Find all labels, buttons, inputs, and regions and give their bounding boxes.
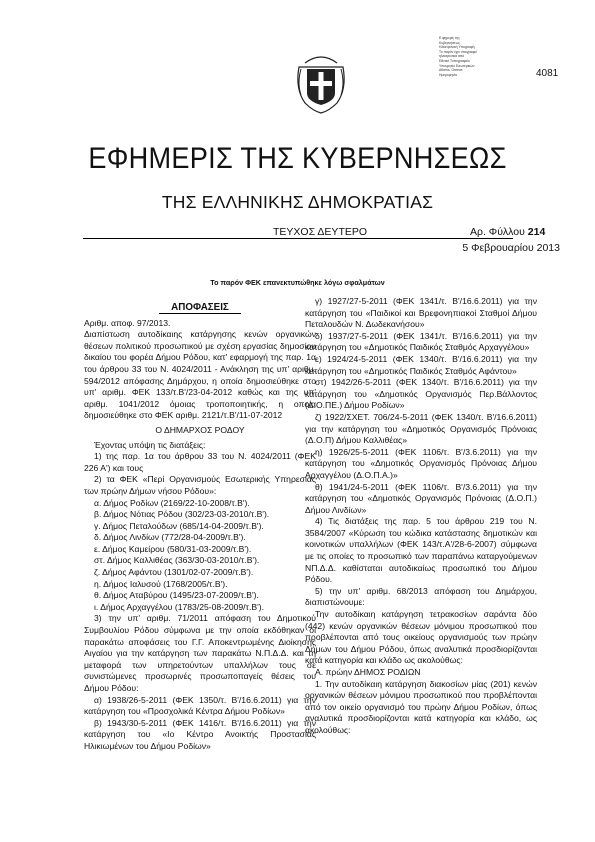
stamp-line: ηλεκτρονικά από [439,54,465,59]
digital-signature-stamp [439,36,497,77]
stamp-line: Ηλεκτρονική Υπογραφή [439,45,475,50]
paragraph: Την αυτοδίκαιη κατάργηση τετρακοσίων σαράντα δύο (442) κενών οργανικών θέσεων μόνιμου προσωπικού που προβλέπονται από τους οικείους οργανισμούς των πρώην Δήμων του Δήμου Ρόδου, όπως αναλυτικά προσδιορίζονται κατά κατηγορία και κλάδο ως ακολούθως: [305,609,537,666]
stamp-line: Ε.φημερίς της [439,36,460,40]
paragraph: 1) της παρ. 1α του άρθρου 33 του Ν. 4024/2011 (ΦΕΚ 226 Α') και τους [84,451,316,473]
list-item: θ. Δήμος Αταβύρου (1495/23-07-2009/τ.Β'). [94,590,259,601]
sheet-label: Αρ. Φύλλου [470,226,525,238]
subsection-heading: Α. πρώην ΔΗΜΟΣ ΡΟΔΙΩΝ [315,667,421,677]
section-heading: ΑΠΟΦΑΣΕΙΣ [84,302,316,314]
header-rule [83,238,513,239]
decision-title: Διαπίστωση αυτοδίκαιης κατάργησης κενών οργανικών θέσεων πολιτικού προσωπικού με σχέση εργασίας δημοσίου δικαίου του φορέα Δήμου Ρόδου, κατ' εφαρμογή της παρ. 1α του άρθρου 33 του Ν. 4024/2011 - Ανάκληση της υπ' αριθμ. 594/2012 απόφασης Δημάρχου, η οποία δημοσιεύθηκε στο υπ' αριθμ. ΦΕΚ 133/τ.Β'/23-04-2012 καθώς και της υπ' αριθμ. 1041/2012 όμοιας τροποποιητικής, η οποία δημοσιεύθηκε στο ΦΕΚ αριθμ. 2121/τ.Β'/11-07-2012 [84,329,316,421]
stamp-line: Κυβερνήσεως [439,40,460,45]
right-column [305,296,537,737]
reissue-note: Το παρόν ΦΕΚ επανεκτυπώθηκε λόγω σφαλμάτων [210,278,385,287]
paragraph: στ) 1942/26-5-2011 (ΦΕΚ 1340/τ. Β'/16.6.2011) για την κατάργηση του «Δημοτικός Οργανισμός Περ.Βάλλοντος (Δ.Ο.ΠΕ.) Δήμου Ροδίων» [305,377,537,411]
paragraph: 4) Τις διατάξεις της παρ. 5 του άρθρου 219 του Ν. 3584/2007 «Κύρωση του κώδικα κατάστασης δημοτικών και κοινοτικών υπαλλήλων (ΦΕΚ 143/τ.Α'/28-6-2007) σύμφωνα με τις οποίες το προσωπικό των παραπάνω καταργούμενων ΝΠ.Δ.Δ. καθίσταται αυτοδικαίως προσωπικό του Δήμου Ρόδου. [305,516,537,585]
list-item: α. Δήμος Ροδίων (2169/22-10-2008/τ.Β'). [94,497,250,508]
paragraph: δ) 1937/27-5-2011 (ΦΕΚ 1341/τ. Β'/16.6.2011) για την κατάργηση του «Δημοτικός Παιδικός Σταθμός Αρχαγγέλου» [305,330,537,353]
list-item: β. Δήμος Νότιας Ρόδου (302/23-03-2010/τ.Β'). [94,509,270,520]
gazette-title: ΕΦΗΜΕΡΙΣ ΤΗΣ ΚΥΒΕΡΝΗΣΕΩΣ [88,142,507,175]
stamp-line: Υπουργείο Εσωτερικών [439,63,475,68]
paragraph: 3) την υπ' αριθμ. 71/2011 απόφαση του Δημοτικού Συμβουλίου Ρόδου σύμφωνα με την οποία εκδόθηκαν οι παρακάτω αποφάσεις του Γ.Γ. Αποκεντρωμένης Διοίκησης Αιγαίου για την κατάργηση των παρακάτω Ν.Π.Δ.Δ. και τη μεταφορά των υπηρετούντων υπαλλήλων τους σε συνιστώμενες προσωρινές προσωποπαγείς θέσεις του Δήμου Ρόδου: [84,613,316,693]
paragraph: 1. Την αυτοδίκαιη κατάργηση διακοσίων μίας (201) κενών οργανικών θέσεων μόνιμου προσωπικού που προβλέπονται από τον οικείο οργανισμό του πρώην Δήμου Ροδίων, όπως αναλυτικά προσδιορίζονται κατά κατηγορία και κλάδο, ως ακολούθως: [305,678,537,735]
gazette-subtitle: ΤΗΣ ΕΛΛΗΝΙΚΗΣ ΔΗΜΟΚΡΑΤΙΑΣ [161,192,434,212]
stamp-line: Ημερομηνία [439,72,457,77]
stamp-line: Το παρόν έχει υπογραφεί [439,49,477,54]
list-item: ζ. Δήμος Αφάντου (1301/02-07-2009/τ.Β'). [94,567,254,578]
page-number: 4081 [536,68,559,79]
paragraph: θ) 1941/24-5-2011 (ΦΕΚ 1106/τ. Β'/3.6.2011) για την κατάργηση του «Δημοτικός Οργανισμός Πρόνοιας (Δ.Ο.Π.) Δήμου Λινδίων» [305,481,537,515]
paragraph: β) 1943/30-5-2011 (ΦΕΚ 1416/τ. Β'/16.6.2011) για την κατάργηση του «Ιο Κέντρο Ανοικτής Προστασίας Ηλικιωμένων του Δήμου Ροδίων» [84,717,316,751]
list-item: ε. Δήμος Καμείρου (580/31-03-2009/τ.Β'). [94,543,252,554]
list-item: ι. Δήμος Αρχαγγέλου (1783/25-08-2009/τ.Β'). [94,601,264,612]
paragraph: 5) την υπ' αριθμ. 68/2013 απόφαση του Δημάρχου, διαπιστώνουμε: [305,585,537,608]
issue-date: 5 Φεβρουαρίου 2013 [462,242,560,254]
stamp-line: Εθνικό Τυπογραφείο [439,58,470,63]
list-item: στ. Δήμος Καλλιθέας (363/30-03-2010/τ.Β'). [94,555,260,566]
issue-label: ΤΕΥΧΟΣ ΔΕΥΤΕΡΟ [273,226,368,238]
paragraph: ε) 1924/24-5-2011 (ΦΕΚ 1340/τ. Β'/16.6.2011) για την κατάργηση του «Δημοτικός Παιδικός Σταθμός Αφάντου» [305,353,537,376]
paragraph: η) 1926/25-5-2011 (ΦΕΚ 1106/τ. Β'/3.6.2011) για την κατάργηση του «Δημοτικός Οργανισμός Πρόνοιας Δήμου Αρχαγγέλου (Δ.Ο.Π.Α.)» [305,446,537,480]
left-column [84,296,316,753]
considering-text: Έχοντας υπόψη τις διατάξεις: [94,439,206,450]
mayor-heading: Ο ΔΗΜΑΡΧΟΣ ΡΟΔΟΥ [155,424,245,435]
coat-of-arms-emblem [291,49,351,115]
list-item: γ. Δήμος Πεταλούδων (685/14-04-2009/τ.Β'). [94,520,264,531]
list-item: η. Δήμος Ιαλυσού (1768/2005/τ.Β'). [94,578,228,589]
list-item: δ. Δήμος Λινδίων (772/28-04-2009/τ.Β'). [94,532,246,543]
stamp-line: Athens, Greece [439,68,463,73]
paragraph: γ) 1927/27-5-2011 (ΦΕΚ 1341/τ. Β'/16.6.2011) για την κατάργηση του «Παιδικοί και Βρεφονηπιακοί Σταθμοί Δήμου Πεταλουδών Ν. Δωδεκανήσου» [305,296,537,330]
sheet-value: 214 [527,226,546,238]
paragraph: α) 1938/26-5-2011 (ΦΕΚ 1350/τ. Β'/16.6.2011) για την κατάργηση του «Προσχολικά Κέντρα Δήμου Ροδίων» [84,694,316,717]
sheet-number [470,226,545,238]
paragraph: 2) τα ΦΕΚ «Περί Οργανισμούς Εσωτερικής Υπηρεσίας των πρώην Δήμων νήσου Ρόδου»: [84,474,316,496]
paragraph: ζ) 1922/ΣΧΕΤ. 706/24-5-2011 (ΦΕΚ 1340/τ. Β'/16.6.2011) για την κατάργηση του «Δημοτικός Οργανισμός Πρόνοιας (Δ.Ο.Π) Δήμου Καλλιθέας» [305,411,537,446]
decision-number: Αριθμ. αποφ. 97/2013. [84,317,171,328]
